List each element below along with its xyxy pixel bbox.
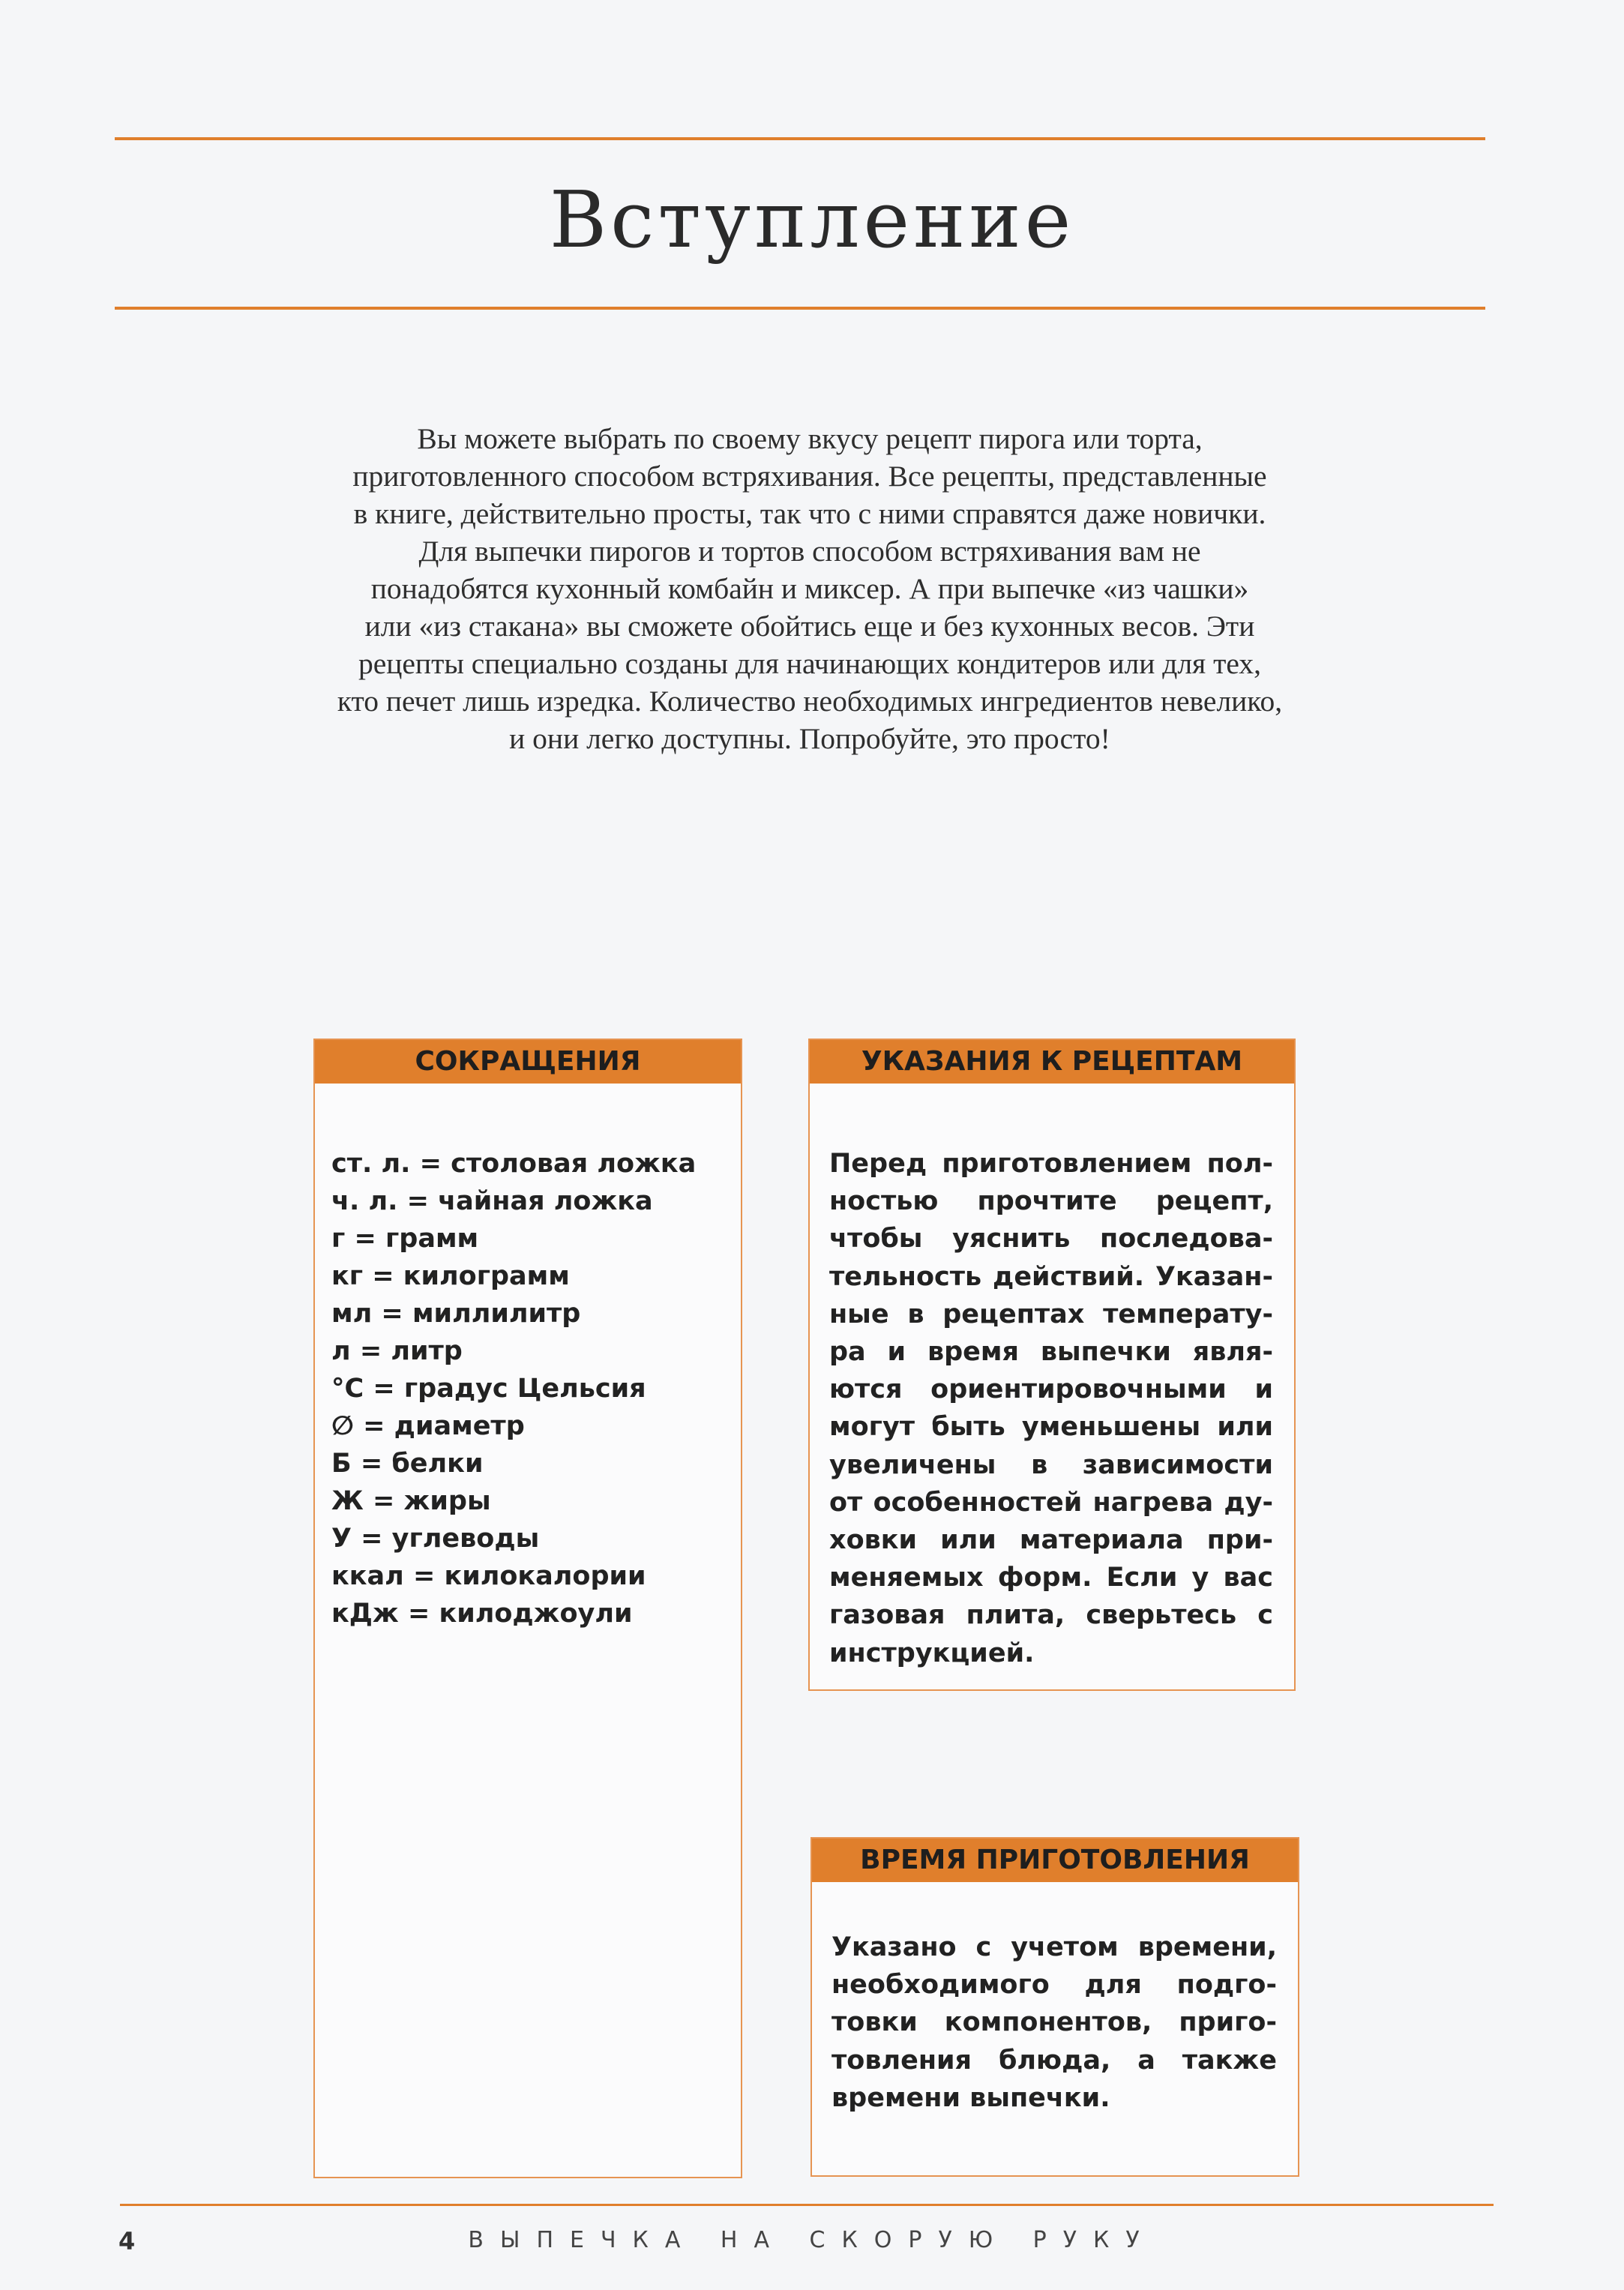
- footer-rule: [120, 2204, 1494, 2206]
- recipe-notes-line: ные в рецептах температу-: [829, 1299, 1273, 1329]
- abbreviations-list: [331, 1145, 696, 1632]
- intro-paragraph: [172, 420, 1447, 757]
- abbreviation-item: кг = килограмм: [331, 1261, 570, 1291]
- abbreviation-item: ст. л. = столовая ложка: [331, 1149, 697, 1179]
- intro-line: в книге, действительно просты, так что с ними справятся даже новички.: [353, 497, 1266, 530]
- prep-time-line: времени выпечки.: [831, 2082, 1110, 2113]
- recipe-notes-line: ховки или материала при-: [829, 1525, 1273, 1556]
- abbreviation-item: ккал = килокалории: [331, 1561, 646, 1591]
- recipe-notes-line: ностью прочтите рецепт,: [829, 1186, 1273, 1217]
- intro-line: кто печет лишь изредка. Количество необходимых ингредиентов невелико,: [337, 685, 1283, 718]
- page-title: Вступление: [549, 174, 1075, 265]
- recipe-notes-line: тельность действий. Указан-: [829, 1261, 1273, 1292]
- recipe-notes-line: инструкцией.: [829, 1638, 1035, 1668]
- recipe-notes-line: могут быть уменьшены или: [829, 1412, 1273, 1443]
- recipe-notes-line: ра и время выпечки явля-: [829, 1337, 1273, 1368]
- abbreviation-item: °С = градус Цельсия: [331, 1374, 646, 1404]
- abbreviation-item: л = литр: [331, 1336, 463, 1366]
- abbreviation-item: ч. л. = чайная ложка: [331, 1186, 653, 1216]
- recipe-notes-text: [829, 1145, 1273, 1672]
- recipe-notes-line: чтобы уяснить последова-: [829, 1224, 1273, 1254]
- running-footer: ВЫПЕЧКА НА СКОРУЮ РУКУ: [468, 2227, 1156, 2253]
- prep-time-line: товки компонентов, приго-: [831, 2007, 1277, 2038]
- abbreviation-item: ∅ = диаметр: [331, 1411, 525, 1441]
- abbreviations-box: [313, 1039, 742, 2178]
- page-number: 4: [118, 2227, 136, 2256]
- prep-time-line: Указано с учетом времени,: [831, 1932, 1277, 1962]
- intro-line: понадобятся кухонный комбайн и миксер. А при выпечке «из чашки»: [370, 572, 1249, 605]
- recipe-notes-line: от особенностей нагрева ду-: [829, 1487, 1273, 1518]
- intro-line: Вы можете выбрать по своему вкусу рецепт пирога или торта,: [417, 422, 1203, 455]
- intro-line: приготовленного способом встряхивания. Все рецепты, представленные: [352, 460, 1267, 493]
- recipe-notes-line: Перед приготовлением пол-: [829, 1149, 1273, 1179]
- top-rule: [115, 137, 1485, 140]
- intro-line: Для выпечки пирогов и тортов способом встряхивания вам не: [418, 535, 1201, 568]
- abbreviations-header: СОКРАЩЕНИЯ: [315, 1040, 741, 1084]
- intro-line: или «из стакана» вы сможете обойтись еще и без кухонных весов. Эти: [364, 610, 1255, 643]
- title-bottom-rule: [115, 307, 1485, 310]
- abbreviation-item: мл = миллилитр: [331, 1299, 581, 1329]
- recipe-notes-line: газовая плита, сверьтесь с: [829, 1600, 1273, 1631]
- recipe-notes-line: ются ориентировочными и: [829, 1374, 1273, 1405]
- prep-time-text: [831, 1929, 1277, 2117]
- recipe-notes-box: [808, 1039, 1296, 1691]
- abbreviation-item: кДж = килоджоули: [331, 1599, 633, 1629]
- recipe-notes-line: увеличены в зависимости: [829, 1449, 1273, 1480]
- abbreviation-item: У = углеводы: [331, 1524, 540, 1554]
- intro-line: рецепты специально созданы для начинающих кондитеров или для тех,: [358, 647, 1262, 680]
- abbreviation-item: г = грамм: [331, 1224, 479, 1254]
- prep-time-box: [811, 1837, 1299, 2177]
- prep-time-header: ВРЕМЯ ПРИГОТОВЛЕНИЯ: [812, 1839, 1298, 1882]
- prep-time-line: необходимого для подго-: [831, 1970, 1277, 2001]
- abbreviation-item: Б = белки: [331, 1449, 484, 1479]
- recipe-notes-line: меняемых форм. Если у вас: [829, 1563, 1273, 1593]
- prep-time-line: товления блюда, а также: [831, 2045, 1277, 2076]
- intro-line: и они легко доступны. Попробуйте, это просто!: [509, 722, 1110, 755]
- recipe-notes-header: УКАЗАНИЯ К РЕЦЕПТАМ: [810, 1040, 1294, 1084]
- abbreviation-item: Ж = жиры: [331, 1486, 491, 1516]
